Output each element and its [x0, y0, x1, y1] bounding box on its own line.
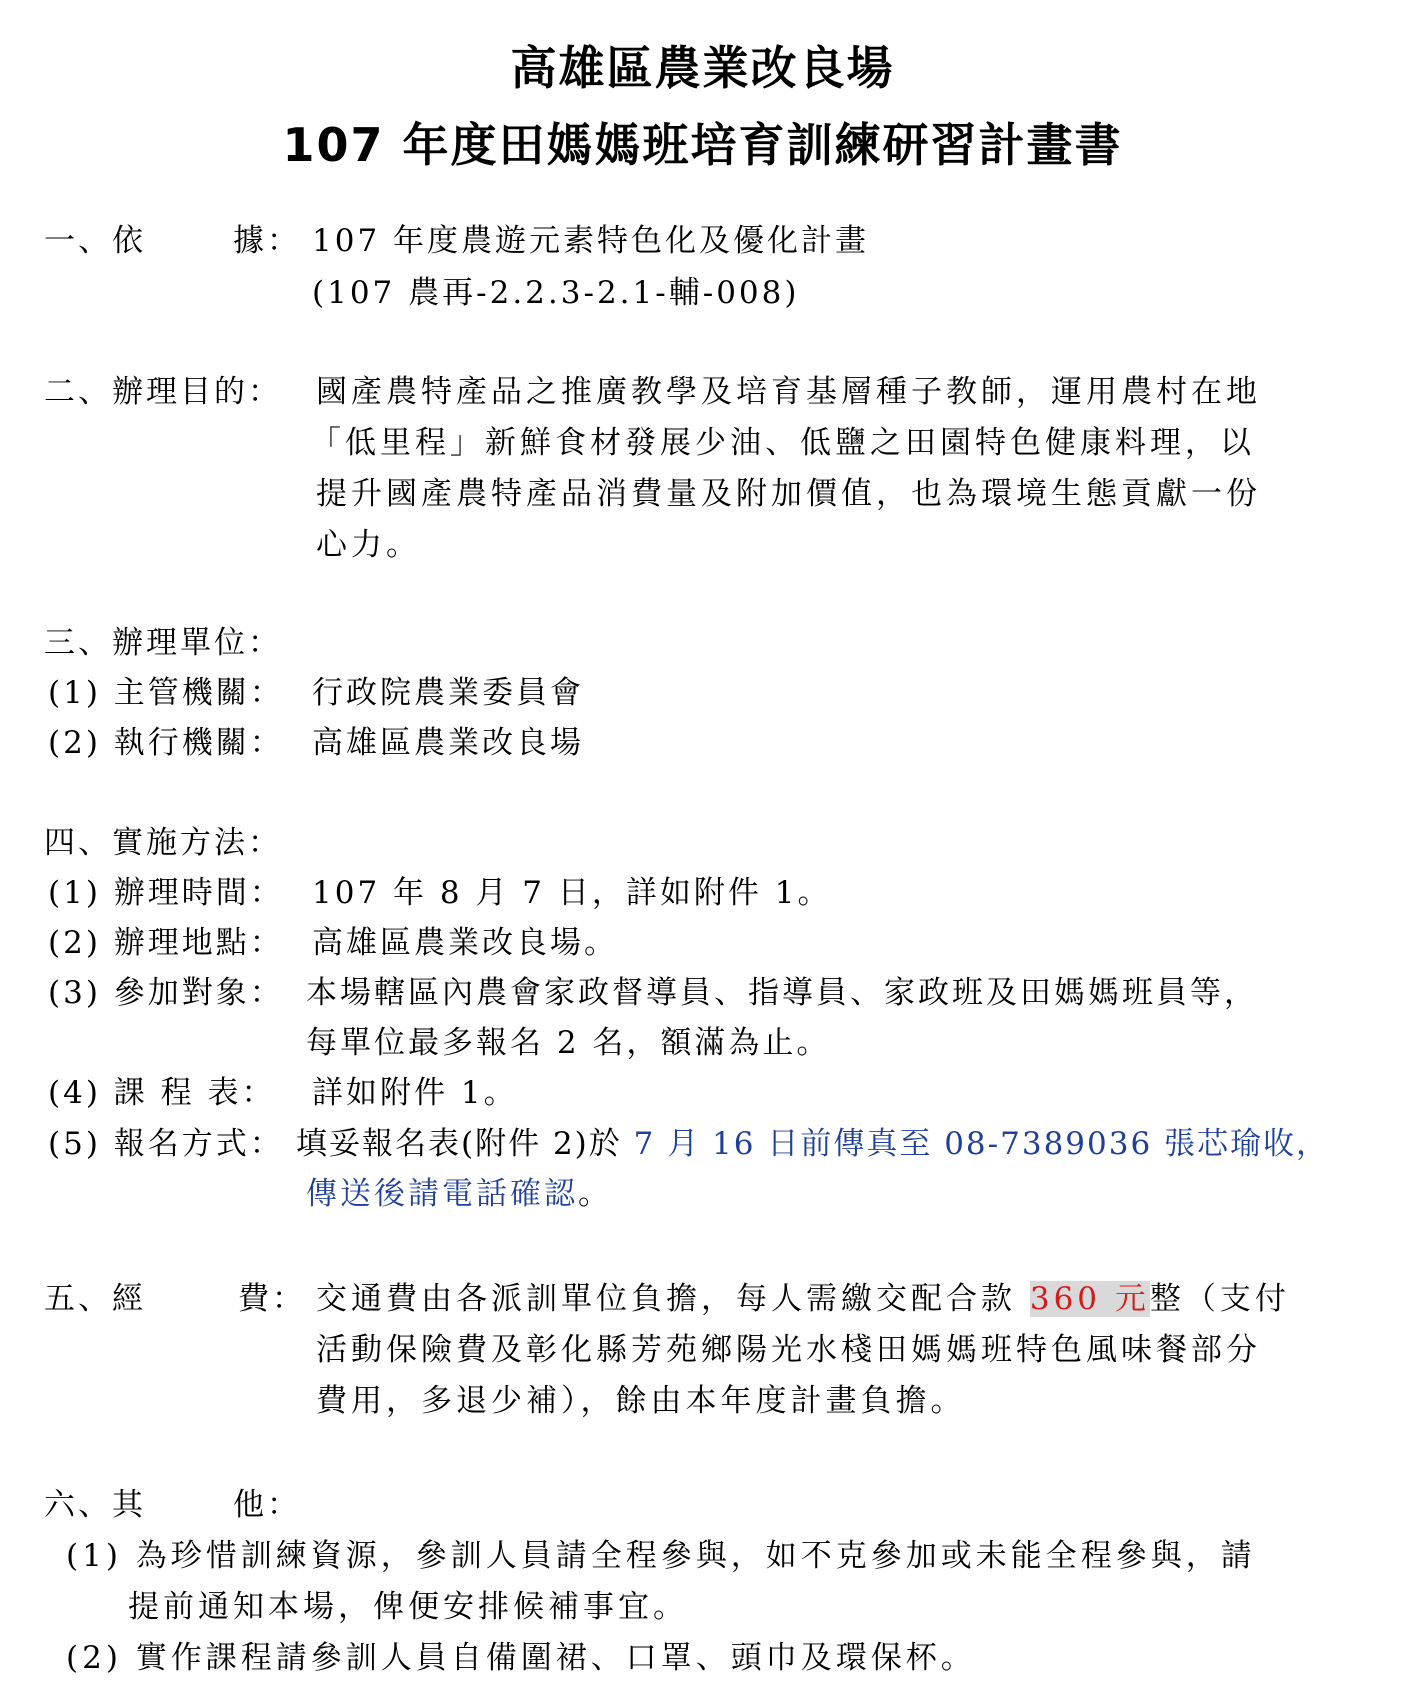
organizer-2-value: 高雄區農業改良場 [312, 725, 584, 761]
funding-line1-post: 整（支付 [1149, 1281, 1290, 1317]
section-funding-line1 [316, 1279, 1290, 1319]
method-5-prefix: 填妥報名表(附件 2)於 [296, 1126, 622, 1162]
section-basis-line1: 107 年度農遊元素特色化及優化計畫 [312, 223, 870, 259]
section-purpose-label: 二、辦理目的： [44, 374, 282, 410]
other-1-line2: 提前通知本場，俾便安排候補事宜。 [128, 1589, 688, 1625]
method-5-line2 [306, 1174, 612, 1214]
method-1-label: (1) 辦理時間： [48, 875, 284, 911]
organizer-1-label: (1) 主管機關： [48, 675, 284, 711]
section-funding-line3: 費用，多退少補），餘由本年度計畫負擔。 [316, 1383, 966, 1419]
section-funding-label-a: 五、經 [44, 1281, 146, 1317]
method-5-end: 。 [578, 1176, 612, 1212]
method-5-confirm-text: 傳送後請電話確認 [306, 1176, 578, 1212]
method-4-label: (4) 課 程 表： [48, 1075, 276, 1111]
document-subtitle: 107 年度田媽媽班培育訓練研習計畫書 [282, 118, 1123, 172]
method-5-label: (5) 報名方式： [48, 1126, 284, 1162]
section-purpose-line4: 心力。 [316, 527, 421, 563]
method-3-label: (3) 參加對象： [48, 975, 284, 1011]
method-5-line1 [296, 1124, 1329, 1164]
section-purpose-line3: 提升國產農特產品消費量及附加價值，也為環境生態貢獻一份 [316, 476, 1261, 512]
section-other-label-b: 他： [233, 1487, 301, 1523]
organizer-1-value: 行政院農業委員會 [312, 675, 584, 711]
funding-amount: 360 元 [1029, 1281, 1150, 1317]
section-other-label-a: 六、其 [44, 1487, 146, 1523]
section-purpose-line2: 「低里程」新鮮食材發展少油、低鹽之田園特色健康料理，以 [310, 425, 1255, 461]
section-methods-label: 四、實施方法： [44, 825, 282, 861]
method-2-value: 高雄區農業改良場。 [312, 925, 618, 961]
section-organizers-label: 三、辦理單位： [44, 625, 282, 661]
section-funding-label-b: 費： [238, 1281, 306, 1317]
section-basis-label-a: 一、依 [44, 223, 146, 259]
method-1-value: 107 年 8 月 7 日，詳如附件 1。 [312, 875, 832, 911]
funding-line1-pre: 交通費由各派訓單位負擔，每人需繳交配合款 [316, 1281, 1030, 1317]
organizer-2-label: (2) 執行機關： [48, 725, 284, 761]
method-2-label: (2) 辦理地點： [48, 925, 284, 961]
section-basis-label-b: 據： [233, 223, 301, 259]
section-basis-line2: (107 農再-2.2.3-2.1-輔-008) [312, 275, 800, 311]
section-funding-line2: 活動保險費及彰化縣芳苑鄉陽光水棧田媽媽班特色風味餐部分 [316, 1332, 1261, 1368]
other-1-line1: (1) 為珍惜訓練資源，參訓人員請全程參與，如不克參加或未能全程參與，請 [66, 1538, 1256, 1574]
method-5-fax-info: 7 月 16 日前傳真至 08-7389036 張芯瑜收， [621, 1126, 1330, 1162]
other-2: (2) 實作課程請參訓人員自備圍裙、口罩、頭巾及環保杯。 [66, 1640, 976, 1676]
method-3-line1: 本場轄區內農會家政督導員、指導員、家政班及田媽媽班員等， [306, 975, 1258, 1011]
method-3-line2: 每單位最多報名 2 名，額滿為止。 [306, 1025, 831, 1061]
document-title: 高雄區農業改良場 [510, 41, 895, 95]
section-purpose-line1: 國產農特產品之推廣教學及培育基層種子教師，運用農村在地 [316, 374, 1261, 410]
method-4-value: 詳如附件 1。 [312, 1075, 518, 1111]
